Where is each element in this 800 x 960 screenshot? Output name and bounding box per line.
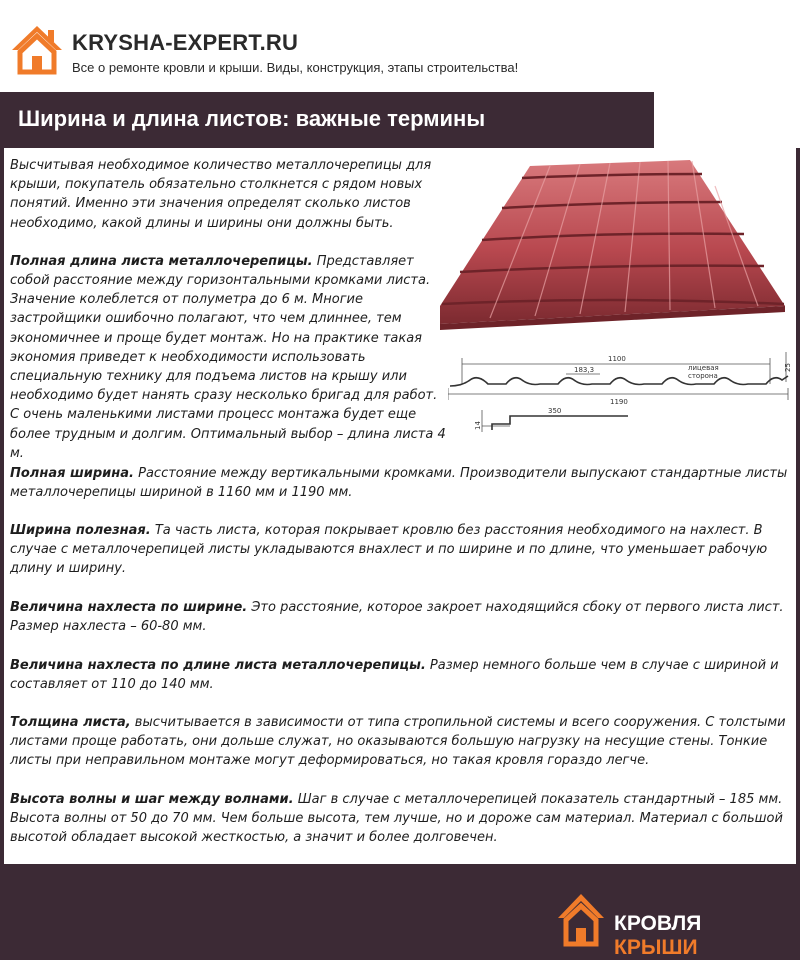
face-label-2: сторона: [688, 372, 718, 380]
section-paragraph: [10, 656, 790, 694]
section-paragraph: [10, 252, 450, 463]
house-roof-icon: [558, 890, 604, 950]
useful-width-label: 1100: [608, 355, 626, 363]
site-name[interactable]: KRYSHA-EXPERT.RU: [72, 30, 299, 55]
full-width-label: 1190: [610, 398, 628, 406]
profile-dimension-diagram: [448, 344, 796, 436]
metal-tile-roof-image: [440, 156, 790, 346]
section-text: Расстояние между вертикальными кромками. Производители выпускают стандартные листы металлочерепицы шириной в 1160 мм и 1190 мм.: [10, 466, 788, 501]
site-header: [0, 0, 800, 92]
footer-logo[interactable]: [558, 890, 788, 959]
section-term: Величина нахлеста по ширине.: [10, 600, 248, 615]
section-paragraph: [10, 598, 790, 636]
intro-paragraph: Высчитывая необходимое количество металлочерепицы для крыши, покупатель обязательно столкнется с рядом новых понятий. Именно эти значения определят сколько листов необходимо, какой длины и ширины они должны быть.: [10, 158, 432, 231]
step-label: 183,3: [574, 366, 595, 374]
section-term: Полная длина листа металлочерепицы.: [10, 253, 313, 269]
section-term: Величина нахлеста по длине листа металлочерепицы.: [10, 658, 426, 673]
section-text: высчитывается в зависимости от типа стропильной системы и всего сооружения. С толстыми листами проще работать, они дольше служат, но оказываются большую нагрузку на несущие стены. Тонкие листы при неправильном монтаже могут деформироваться, но такая кровля гораздо легче.: [10, 715, 786, 769]
section-text: Шаг в случае с металлочерепицей показатель стандартный – 185 мм. Высота волны от 50 до 70 мм. Чем больше высота, тем лучше, но и дороже сам материал. Материал с большой высотой обладает высокой жесткостью, а значит и более долговечен.: [10, 792, 783, 846]
section-paragraph: [10, 713, 790, 771]
footer-brand-word-2: КРЫШИ: [614, 936, 698, 959]
section-paragraph: [10, 464, 790, 502]
footer-brand-word-1: КРОВЛЯ: [614, 912, 702, 935]
section-text: Та часть листа, которая покрывает кровлю без расстояния необходимого на нахлест. В случае с металлочерепицей листы укладываются внахлест и по ширине и по длине, что уменьшает рабочую длину и ширину.: [10, 523, 768, 577]
section-term: Высота волны и шаг между волнами.: [10, 792, 294, 807]
title-band-stripe: [654, 92, 800, 148]
face-label-1: лицевая: [688, 364, 719, 372]
site-tagline: Все о ремонте кровли и крыши. Виды, конструкция, этапы строительства!: [72, 60, 519, 75]
section-text: Размер немного больше чем в случае с шириной и составляет от 110 до 140 мм.: [10, 658, 779, 693]
wave-height-label: 25: [784, 363, 792, 372]
section-term: Толщина листа,: [10, 715, 131, 730]
house-roof-icon[interactable]: [10, 22, 64, 76]
section-text: Это расстояние, которое закроет находящийся сбоку от первого листа лист. Размер нахлеста – 60-80 мм.: [10, 600, 784, 635]
section-term: Ширина полезная.: [10, 523, 151, 538]
section-paragraph: [10, 790, 790, 848]
page-title: Ширина и длина листов: важные термины: [18, 106, 486, 131]
profile-height-label: 14: [474, 421, 482, 430]
profile-length-label: 350: [548, 407, 562, 415]
footer-brand: [614, 912, 788, 960]
intro-block: [10, 156, 450, 463]
section-paragraph: [10, 521, 790, 579]
section-term: Полная ширина.: [10, 466, 134, 481]
section-text: Представляет собой расстояние между горизонтальными кромками листа. Значение колеблется от полуметра до 6 м. Многие застройщики ошибочно полагают, что чем длиннее, тем экономичнее и проще будет монтаж. Но на практике такая экономия приведет к необходимости использовать специальную технику для подъема листов на крышу или необходимо будет нанять сразу несколько бригад для работ. С очень маленькими листами процесс монтажа будет еще более трудным и долгим. Оптимальный выбор – длина листа 4 м.: [10, 253, 446, 461]
